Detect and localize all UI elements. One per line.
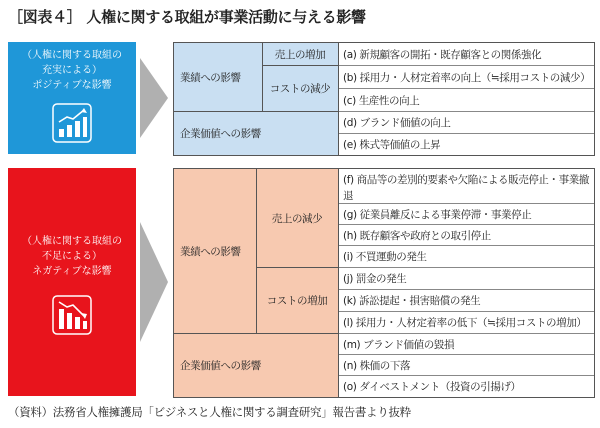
list-item: (a) 新規顧客の開拓・既存顧客との関係強化 xyxy=(338,43,594,65)
list-item: (m) ブランド価値の毀損 xyxy=(338,333,594,354)
list-item: (e) 株式等価値の上昇 xyxy=(338,133,594,155)
positive-label-line-3: ポジティブな影響 xyxy=(32,80,112,91)
list-item: (k) 訴訟提起・損害賠償の発生 xyxy=(338,289,594,311)
negative-impact-box xyxy=(8,168,136,396)
list-item: (f) 商品等の差別的要素や欠陥による販売停止・事業撤退 xyxy=(338,169,594,203)
negative-impact-label xyxy=(8,234,136,279)
page-title: ［図表４］ 人権に関する取組が事業活動に与える影響 xyxy=(8,8,366,26)
divider xyxy=(174,111,338,112)
divider xyxy=(338,169,339,397)
divider xyxy=(262,43,263,111)
positive-impact-table xyxy=(173,42,595,156)
divider xyxy=(256,267,338,268)
positive-arrow-icon xyxy=(140,58,168,138)
positive-impact-label xyxy=(8,48,136,93)
list-item: (j) 罰金の発生 xyxy=(338,267,594,289)
negative-impact-table xyxy=(173,168,595,398)
list-item: (o) ダイベストメント（投資の引揚げ） xyxy=(338,375,594,397)
positive-group-business: 業績への影響 xyxy=(180,71,241,84)
list-item: (n) 株価の下落 xyxy=(338,354,594,375)
list-item: (b) 採用力・人材定着率の向上（≒採用コストの減少） xyxy=(338,65,594,88)
chart-up-icon xyxy=(51,102,93,144)
source-note: （資料）法務省人権擁護局「ビジネスと人権に関する調査研究」報告書より抜粋 xyxy=(8,405,411,419)
positive-label-line-1: （人権に関する取組の xyxy=(22,50,122,61)
chart-down-icon xyxy=(51,294,93,336)
divider xyxy=(256,169,257,333)
list-item: (h) 既存顧客や政府との取引停止 xyxy=(338,224,594,245)
list-item: (l) 採用力・人材定着率の低下（≒採用コストの増加） xyxy=(338,311,594,333)
positive-subgroup-sales: 売上の増加 xyxy=(274,48,326,61)
divider xyxy=(262,65,338,66)
list-item: (g) 従業員離反による事業停滞・事業停止 xyxy=(338,203,594,224)
negative-subgroup-sales: 売上の減少 xyxy=(271,212,323,225)
negative-subgroup-cost: コストの増加 xyxy=(266,294,328,307)
negative-group-value: 企業価値への影響 xyxy=(180,359,261,372)
positive-group-value: 企業価値への影響 xyxy=(180,127,261,140)
list-item: (i) 不買運動の発生 xyxy=(338,245,594,267)
divider xyxy=(338,43,339,155)
positive-label-line-2: 充実による） xyxy=(42,65,102,76)
divider xyxy=(174,333,338,334)
positive-subgroup-cost: コストの減少 xyxy=(269,82,331,95)
negative-label-line-1: （人権に関する取組の xyxy=(22,236,122,247)
positive-impact-box xyxy=(8,42,136,154)
negative-label-line-2: 不足による） xyxy=(42,251,102,262)
negative-group-business: 業績への影響 xyxy=(180,245,241,258)
list-item: (d) ブランド価値の向上 xyxy=(338,111,594,133)
list-item: (c) 生産性の向上 xyxy=(338,88,594,111)
negative-label-line-3: ネガティブな影響 xyxy=(32,266,112,277)
negative-arrow-icon xyxy=(140,222,168,342)
